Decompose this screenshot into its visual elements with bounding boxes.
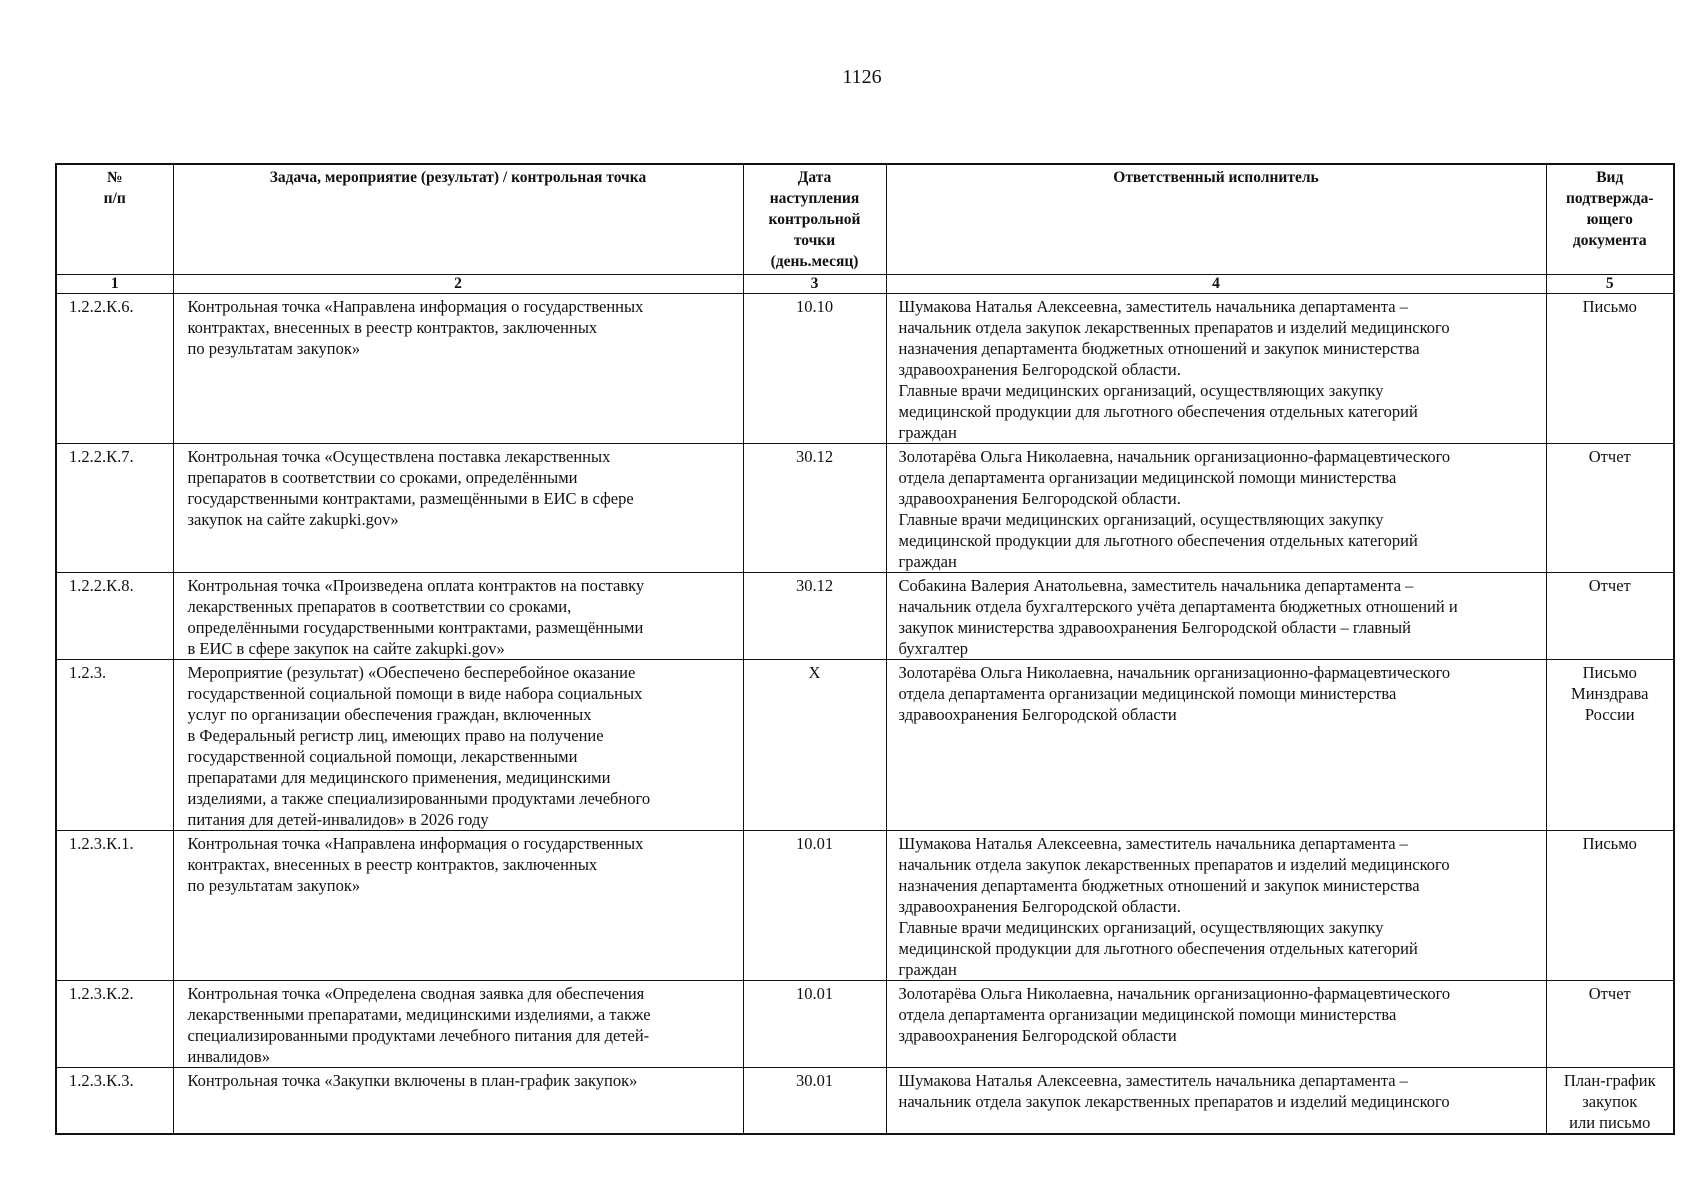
text-line: подтвержда-	[1565, 190, 1654, 207]
text-line: медицинской продукции для льготного обеспечения отдельных категорий	[898, 402, 1418, 421]
text-line: начальник отдела бухгалтерского учёта департамента бюджетных отношений и	[898, 597, 1458, 616]
text-line: лекарственных препаратов в соответствии со сроками,	[187, 597, 572, 616]
table-row	[56, 660, 1674, 831]
text-line: или письмо	[1569, 1113, 1651, 1132]
text-line: назначения департамента бюджетных отношений и закупок министерства	[898, 876, 1420, 895]
text-line: бухгалтер	[898, 639, 969, 658]
text-line: закупок на сайте zakupki.gov»	[187, 510, 399, 529]
text-line: Минздрава	[1571, 684, 1649, 703]
task-cell	[173, 573, 743, 660]
text-line: №	[106, 169, 123, 186]
column-number-row	[56, 275, 1674, 294]
task-cell	[173, 294, 743, 444]
text-line: определёнными государственными контрактами, размещёнными	[187, 618, 644, 637]
text-line: Шумакова Наталья Алексеевна, заместитель начальника департамента –	[898, 1071, 1408, 1090]
page-number: 1126	[842, 66, 882, 88]
header-task	[173, 164, 743, 275]
table-row	[56, 981, 1674, 1068]
text-line: медицинской продукции для льготного обеспечения отдельных категорий	[898, 939, 1418, 958]
row-number: 1.2.3.К.3.	[56, 1068, 173, 1135]
responsible-cell	[886, 444, 1546, 573]
text-line: Письмо	[1582, 297, 1637, 316]
text-line: здравоохранения Белгородской области.	[898, 897, 1181, 916]
text-line: Отчет	[1588, 576, 1631, 595]
responsible-cell	[886, 831, 1546, 981]
text-line: специализированными продуктами лечебного питания для детей-	[187, 1026, 650, 1045]
header-number	[56, 164, 173, 275]
table-row	[56, 573, 1674, 660]
text-line: Письмо	[1582, 663, 1637, 682]
text-line: Главные врачи медицинских организаций, осуществляющих закупку	[898, 510, 1384, 529]
text-line: ющего	[1586, 211, 1633, 228]
text-line: контрактах, внесенных в реестр контрактов, заключенных	[187, 855, 598, 874]
document-type-cell	[1546, 294, 1674, 444]
text-line: Главные врачи медицинских организаций, осуществляющих закупку	[898, 918, 1384, 937]
date-cell: 30.12	[743, 573, 886, 660]
date-cell: 10.01	[743, 981, 886, 1068]
document-type-cell	[1546, 1068, 1674, 1135]
text-line: Контрольная точка «Осуществлена поставка лекарственных	[187, 447, 611, 466]
task-cell	[173, 831, 743, 981]
text-line: в ЕИС в сфере закупок на сайте zakupki.gov»	[187, 639, 505, 658]
text-line: закупок министерства здравоохранения Белгородской области – главный	[898, 618, 1411, 637]
text-line: документа	[1572, 232, 1647, 249]
row-number: 1.2.2.К.8.	[56, 573, 173, 660]
text-line: назначения департамента бюджетных отношений и закупок министерства	[898, 339, 1420, 358]
table-row	[56, 1068, 1674, 1135]
text-line: лекарственными препаратами, медицинскими изделиями, а также	[187, 1005, 651, 1024]
text-line: Золотарёва Ольга Николаевна, начальник организационно-фармацевтического	[898, 447, 1451, 466]
text-line: контрактах, внесенных в реестр контрактов, заключенных	[187, 318, 598, 337]
text-line: изделиями, а также специализированными продуктами лечебного	[187, 789, 651, 808]
row-number: 1.2.3.К.2.	[56, 981, 173, 1068]
table-body	[56, 294, 1674, 1135]
text-line: здравоохранения Белгородской области.	[898, 360, 1181, 379]
text-line: Дата	[797, 169, 832, 186]
text-line: Контрольная точка «Определена сводная заявка для обеспечения	[187, 984, 645, 1003]
text-line: Письмо	[1582, 834, 1637, 853]
text-line: в Федеральный регистр лиц, имеющих право на получение	[187, 726, 604, 745]
text-line: Контрольная точка «Направлена информация о государственных	[187, 297, 644, 316]
column-number: 2	[173, 275, 743, 294]
text-line: Отчет	[1588, 447, 1631, 466]
task-cell	[173, 660, 743, 831]
text-line: Ответственный исполнитель	[1113, 169, 1319, 186]
column-number: 1	[56, 275, 173, 294]
text-line: контрольной	[768, 211, 861, 228]
document-type-cell	[1546, 831, 1674, 981]
text-line: Контрольная точка «Произведена оплата контрактов на поставку	[187, 576, 645, 595]
text-line: Отчет	[1588, 984, 1631, 1003]
row-number: 1.2.2.К.7.	[56, 444, 173, 573]
text-line: государственными контрактами, размещёнными в ЕИС в сфере	[187, 489, 634, 508]
date-cell: 10.10	[743, 294, 886, 444]
text-line: питания для детей-инвалидов» в 2026 году	[187, 810, 489, 829]
text-line: по результатам закупок»	[187, 339, 361, 358]
header-row	[56, 164, 1674, 275]
document-type-cell	[1546, 573, 1674, 660]
task-cell	[173, 1068, 743, 1135]
text-line: услуг по организации обеспечения граждан, включенных	[187, 705, 592, 724]
text-line: начальник отдела закупок лекарственных препаратов и изделий медицинского	[898, 1092, 1450, 1111]
control-points-table	[55, 163, 1675, 1135]
text-line: начальник отдела закупок лекарственных препаратов и изделий медицинского	[898, 318, 1450, 337]
text-line: отдела департамента организации медицинской помощи министерства	[898, 684, 1397, 703]
header-responsible	[886, 164, 1546, 275]
text-line: точки	[793, 232, 836, 249]
date-cell: 30.12	[743, 444, 886, 573]
column-number: 5	[1546, 275, 1674, 294]
row-number: 1.2.2.К.6.	[56, 294, 173, 444]
text-line: здравоохранения Белгородской области.	[898, 489, 1181, 508]
text-line: медицинской продукции для льготного обеспечения отдельных категорий	[898, 531, 1418, 550]
table-row	[56, 444, 1674, 573]
text-line: отдела департамента организации медицинской помощи министерства	[898, 468, 1397, 487]
text-line: Золотарёва Ольга Николаевна, начальник организационно-фармацевтического	[898, 663, 1451, 682]
text-line: препаратами для медицинского применения, медицинскими	[187, 768, 611, 787]
date-cell: X	[743, 660, 886, 831]
task-cell	[173, 444, 743, 573]
task-cell	[173, 981, 743, 1068]
responsible-cell	[886, 294, 1546, 444]
text-line: Золотарёва Ольга Николаевна, начальник организационно-фармацевтического	[898, 984, 1451, 1003]
row-number: 1.2.3.	[56, 660, 173, 831]
text-line: здравоохранения Белгородской области	[898, 1026, 1177, 1045]
text-line: государственной социальной помощи, лекарственными	[187, 747, 578, 766]
header-document-type	[1546, 164, 1674, 275]
date-cell: 10.01	[743, 831, 886, 981]
document-type-cell	[1546, 660, 1674, 831]
text-line: (день.месяц)	[770, 253, 859, 270]
responsible-cell	[886, 1068, 1546, 1135]
document-type-cell	[1546, 981, 1674, 1068]
row-number: 1.2.3.К.1.	[56, 831, 173, 981]
header-date	[743, 164, 886, 275]
document-type-cell	[1546, 444, 1674, 573]
table-row	[56, 831, 1674, 981]
column-number: 3	[743, 275, 886, 294]
column-number: 4	[886, 275, 1546, 294]
text-line: России	[1584, 705, 1635, 724]
text-line: граждан	[898, 423, 957, 442]
text-line: Мероприятие (результат) «Обеспечено бесперебойное оказание	[187, 663, 636, 682]
table-row	[56, 294, 1674, 444]
date-cell: 30.01	[743, 1068, 886, 1135]
responsible-cell	[886, 573, 1546, 660]
text-line: закупок	[1582, 1092, 1638, 1111]
text-line: Шумакова Наталья Алексеевна, заместитель начальника департамента –	[898, 297, 1408, 316]
text-line: План-график	[1563, 1071, 1656, 1090]
text-line: Вид	[1596, 169, 1624, 186]
text-line: граждан	[898, 960, 957, 979]
text-line: препаратов в соответствии со сроками, определёнными	[187, 468, 578, 487]
text-line: здравоохранения Белгородской области	[898, 705, 1177, 724]
responsible-cell	[886, 660, 1546, 831]
text-line: граждан	[898, 552, 957, 571]
text-line: отдела департамента организации медицинской помощи министерства	[898, 1005, 1397, 1024]
text-line: начальник отдела закупок лекарственных препаратов и изделий медицинского	[898, 855, 1450, 874]
text-line: Контрольная точка «Направлена информация о государственных	[187, 834, 644, 853]
text-line: Контрольная точка «Закупки включены в план-график закупок»	[187, 1071, 638, 1090]
text-line: Шумакова Наталья Алексеевна, заместитель начальника департамента –	[898, 834, 1408, 853]
text-line: по результатам закупок»	[187, 876, 361, 895]
text-line: п/п	[103, 190, 126, 207]
text-line: Собакина Валерия Анатольевна, заместитель начальника департамента –	[898, 576, 1414, 595]
text-line: Задача, мероприятие (результат) / контрольная точка	[269, 169, 647, 186]
responsible-cell	[886, 981, 1546, 1068]
text-line: государственной социальной помощи в виде набора социальных	[187, 684, 643, 703]
text-line: наступления	[769, 190, 860, 207]
text-line: инвалидов»	[187, 1047, 270, 1066]
text-line: Главные врачи медицинских организаций, осуществляющих закупку	[898, 381, 1384, 400]
